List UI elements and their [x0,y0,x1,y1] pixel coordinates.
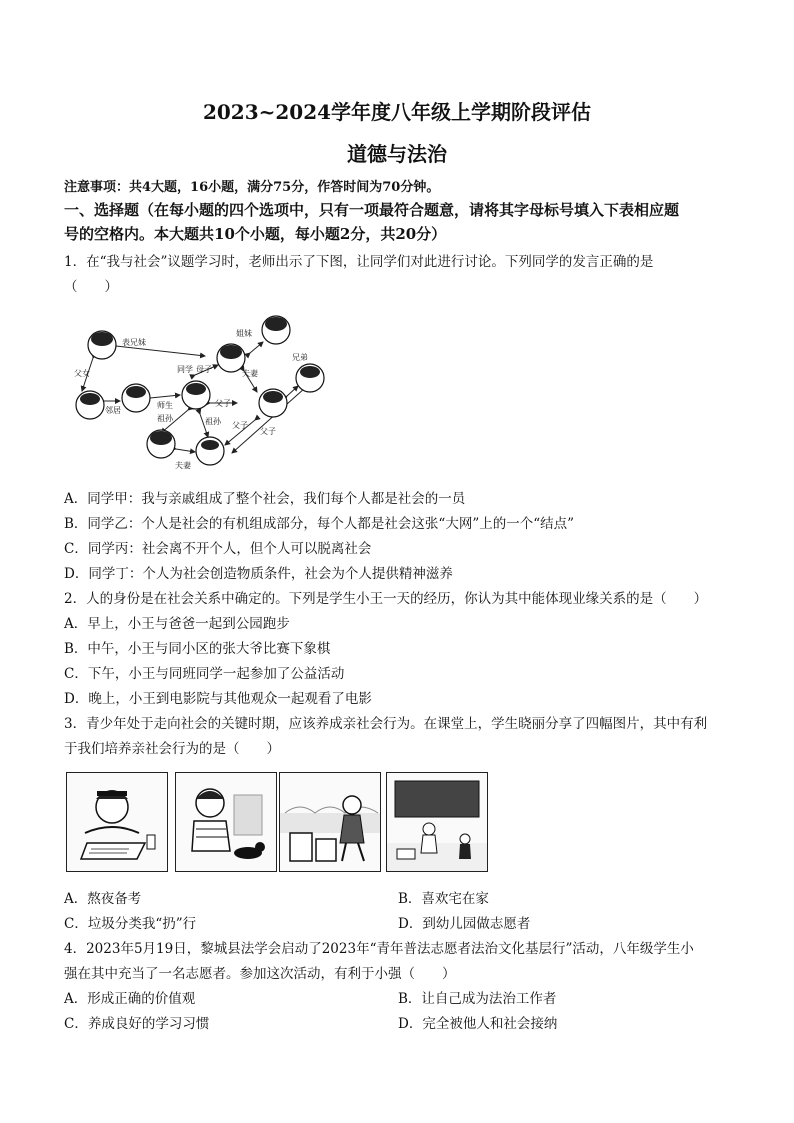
exam-notice: 注意事项：共4大题，16小题，满分75分，作答时间为70分钟。 [64,180,440,195]
label-fuzi2: 父子 [232,421,248,430]
q2-option-a: A．早上，小王与爸爸一起到公园跑步 [64,616,290,632]
q3-stem-line2: 于我们培养亲社会行为的是（ ） [64,741,280,757]
section1-heading-line1: 一、选择题（在每小题的四个选项中，只有一项最符合题意，请将其字母标号填入下表相应题 [64,201,680,219]
q1-stem-line1: 1．在“我与社会”议题学习时，老师出示了下图，让同学们对此进行讨论。下列同学的发言正确的是 [64,254,654,270]
exam-title: 2023~2024学年度八年级上学期阶段评估 [202,100,592,124]
q4-option-d: D．完全被他人和社会接纳 [398,1016,558,1032]
subject-title: 道德与法治 [347,142,447,166]
label-tongxue: 同学 [177,365,193,374]
q3-option-a: A．熬夜备考 [64,891,142,907]
q4-stem-line2: 强在其中充当了一名志愿者。参加这次活动，有利于小强（ ） [64,966,456,982]
label-xiongdi: 兄弟 [292,353,308,362]
q4-option-b: B．让自己成为法治工作者 [398,991,557,1007]
q3-stem-line1: 3．青少年处于走向社会的关键时期，应该养成亲社会行为。在课堂上，学生晓丽分享了四幅图片，其中有利 [64,716,708,732]
q1-option-d: D．同学丁：个人为社会创造物质条件，社会为个人提供精神滋养 [64,566,453,582]
label-biao: 表兄妹 [122,338,146,347]
label-zusun1: 祖孙 [157,414,173,423]
label-muzi: 母子 [196,365,212,374]
q4-option-a: A．形成正确的价值观 [64,991,196,1007]
q3-image-study [66,772,168,872]
label-fuer: 父女 [74,369,90,378]
q2-stem: 2．人的身份是在社会关系中确定的。下列是学生小王一天的经历，你认为其中能体现业缘关系的是（ ） [64,591,708,607]
section1-heading-line2: 号的空格内。本大题共10个小题，每小题2分，共20分） [64,225,447,243]
q1-option-c: C．同学丙：社会离不开个人，但个人可以脱离社会 [64,541,372,557]
q1-option-a: A．同学甲：我与亲戚组成了整个社会，我们每个人都是社会的一员 [64,491,466,507]
q1-option-b: B．同学乙：个人是社会的有机组成部分，每个人都是社会这张“大网”上的一个“结点” [64,516,575,532]
label-fuzi1: 父子 [215,399,231,408]
q2-option-d: D．晚上，小王到电影院与其他观众一起观看了电影 [64,691,372,707]
q3-option-c: C．垃圾分类我“扔”行 [64,916,197,932]
q2-option-c: C．下午，小王与同班同学一起参加了公益活动 [64,666,345,682]
label-fuqi2: 夫妻 [175,461,191,470]
q1-stem-line2: （ ） [64,279,118,295]
label-zusun2: 祖孙 [205,417,221,426]
q2-option-b: B．中午，小王与同小区的张大爷比赛下象棋 [64,641,331,657]
label-fuqi1: 夫妻 [242,369,258,378]
label-fuzi3: 父子 [260,427,276,436]
label-linju: 邻居 [105,406,121,415]
social-relations-diagram [60,308,330,473]
q3-image-stay-home [175,772,277,872]
q3-image-volunteer [386,772,488,872]
q3-image-garbage-sorting [279,772,381,872]
q4-option-c: C．养成良好的学习习惯 [64,1016,210,1032]
label-jiemei: 姐妹 [236,329,252,338]
q4-stem-line1: 4．2023年5月19日，黎城县法学会启动了2023年“青年普法志愿者法治文化基层行”活动，八年级学生小 [64,941,694,957]
label-shisheng: 师生 [157,401,173,410]
q3-option-d: D．到幼儿园做志愿者 [398,916,531,932]
q3-option-b: B．喜欢宅在家 [398,891,489,907]
